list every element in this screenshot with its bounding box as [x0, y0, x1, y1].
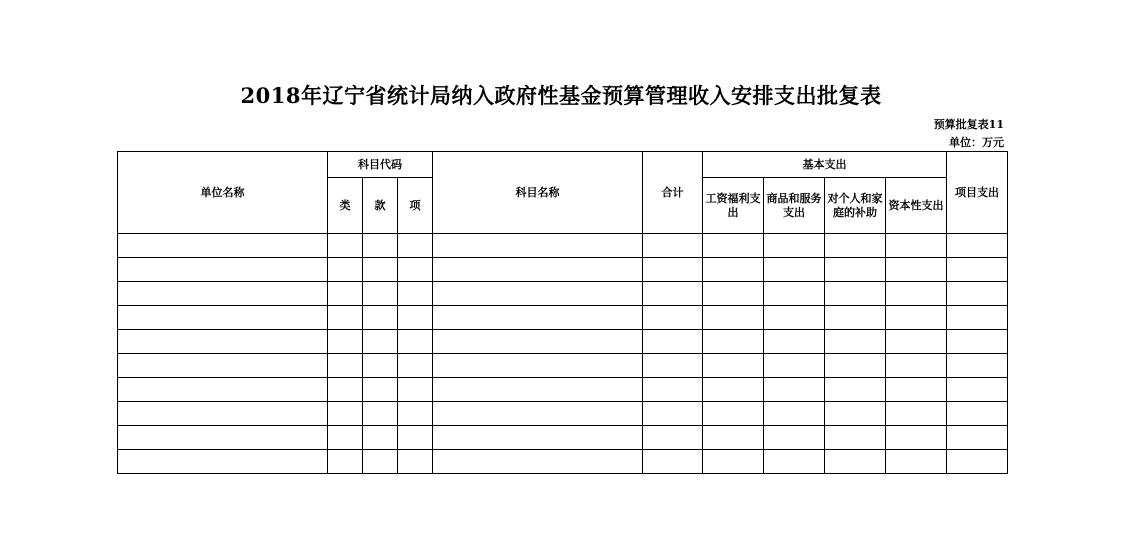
table-cell — [363, 450, 398, 474]
table-cell — [764, 234, 825, 258]
table-cell — [703, 330, 764, 354]
approval-table — [117, 151, 1008, 474]
table-cell — [433, 306, 643, 330]
table-cell — [947, 282, 1008, 306]
table-cell — [118, 450, 328, 474]
header-capital: 资本性支出 — [886, 178, 947, 234]
table-cell — [947, 330, 1008, 354]
table-cell — [433, 426, 643, 450]
table-cell — [703, 450, 764, 474]
table-cell — [825, 378, 886, 402]
table-cell — [764, 426, 825, 450]
table-cell — [363, 306, 398, 330]
table-cell — [703, 378, 764, 402]
table-cell — [643, 306, 703, 330]
table-cell — [703, 354, 764, 378]
table-cell — [328, 402, 363, 426]
table-body — [118, 234, 1008, 474]
table-cell — [703, 402, 764, 426]
table-cell — [703, 282, 764, 306]
table-cell — [764, 306, 825, 330]
table-cell — [398, 234, 433, 258]
table-cell — [118, 354, 328, 378]
table-cell — [764, 402, 825, 426]
table-cell — [886, 282, 947, 306]
table-cell — [118, 234, 328, 258]
table-row — [118, 330, 1008, 354]
table-cell — [947, 402, 1008, 426]
table-cell — [825, 426, 886, 450]
table-cell — [947, 234, 1008, 258]
table-cell — [764, 378, 825, 402]
table-cell — [643, 282, 703, 306]
table-cell — [886, 354, 947, 378]
table-cell — [363, 402, 398, 426]
table-cell — [118, 282, 328, 306]
table-cell — [328, 450, 363, 474]
table-cell — [363, 378, 398, 402]
table-cell — [118, 330, 328, 354]
header-project-expenditure: 项目支出 — [947, 152, 1008, 234]
table-cell — [886, 426, 947, 450]
table-cell — [764, 330, 825, 354]
table-cell — [643, 354, 703, 378]
header-kuan: 款 — [363, 178, 398, 234]
table-cell — [398, 330, 433, 354]
table-cell — [764, 258, 825, 282]
table-cell — [328, 354, 363, 378]
table-cell — [433, 258, 643, 282]
table-cell — [118, 378, 328, 402]
table-cell — [825, 234, 886, 258]
table-cell — [433, 402, 643, 426]
table-cell — [643, 450, 703, 474]
table-cell — [947, 378, 1008, 402]
table-cell — [328, 282, 363, 306]
table-cell — [398, 450, 433, 474]
header-unit-name: 单位名称 — [118, 152, 328, 234]
table-cell — [703, 234, 764, 258]
table-cell — [328, 330, 363, 354]
table-cell — [363, 354, 398, 378]
table-cell — [398, 378, 433, 402]
form-code: 预算批复表11 — [933, 118, 1004, 131]
header-personal-household: 对个人和家庭的补助 — [825, 178, 886, 234]
table-cell — [764, 450, 825, 474]
table-row — [118, 282, 1008, 306]
table-cell — [433, 234, 643, 258]
header-wages-benefits: 工资福利支出 — [703, 178, 764, 234]
table-cell — [886, 258, 947, 282]
document-title: 2018年辽宁省统计局纳入政府性基金预算管理收入安排支出批复表 — [240, 83, 882, 108]
table-cell — [433, 450, 643, 474]
table-cell — [703, 306, 764, 330]
table-cell — [947, 354, 1008, 378]
table-row — [118, 450, 1008, 474]
table-cell — [947, 258, 1008, 282]
header-subject-code: 科目代码 — [328, 152, 433, 178]
table-cell — [118, 306, 328, 330]
table-cell — [118, 426, 328, 450]
table-cell — [433, 354, 643, 378]
table-cell — [764, 354, 825, 378]
table-cell — [886, 306, 947, 330]
header-lei: 类 — [328, 178, 363, 234]
table-row — [118, 402, 1008, 426]
table-cell — [398, 282, 433, 306]
table-cell — [947, 450, 1008, 474]
table-cell — [825, 354, 886, 378]
table-cell — [703, 258, 764, 282]
table-cell — [643, 402, 703, 426]
table-cell — [328, 378, 363, 402]
table-cell — [825, 402, 886, 426]
header-xiang: 项 — [398, 178, 433, 234]
table-cell — [363, 330, 398, 354]
table-cell — [363, 282, 398, 306]
table-cell — [363, 234, 398, 258]
table-cell — [886, 450, 947, 474]
table-cell — [825, 450, 886, 474]
table-row — [118, 306, 1008, 330]
table-row — [118, 258, 1008, 282]
table-cell — [328, 234, 363, 258]
table-cell — [703, 426, 764, 450]
table-cell — [363, 426, 398, 450]
table-cell — [886, 330, 947, 354]
table-cell — [398, 402, 433, 426]
table-cell — [328, 426, 363, 450]
table-cell — [398, 354, 433, 378]
table-cell — [398, 258, 433, 282]
table-row — [118, 354, 1008, 378]
table-cell — [825, 258, 886, 282]
table-cell — [643, 258, 703, 282]
table-cell — [398, 306, 433, 330]
table-cell — [328, 258, 363, 282]
table-cell — [886, 378, 947, 402]
table-cell — [398, 426, 433, 450]
unit-note: 单位：万元 — [949, 136, 1004, 149]
table-cell — [433, 378, 643, 402]
table-cell — [118, 258, 328, 282]
table-cell — [118, 402, 328, 426]
table-cell — [643, 330, 703, 354]
header-subject-name: 科目名称 — [433, 152, 643, 234]
header-goods-services: 商品和服务支出 — [764, 178, 825, 234]
table-cell — [643, 378, 703, 402]
header-total: 合计 — [643, 152, 703, 234]
table-cell — [433, 282, 643, 306]
table-cell — [825, 330, 886, 354]
table-cell — [433, 330, 643, 354]
table-cell — [825, 306, 886, 330]
table-cell — [363, 258, 398, 282]
table-cell — [825, 282, 886, 306]
table-cell — [764, 282, 825, 306]
table-cell — [886, 234, 947, 258]
table-cell — [886, 402, 947, 426]
table-cell — [947, 426, 1008, 450]
table-cell — [947, 306, 1008, 330]
table-cell — [643, 426, 703, 450]
table-row — [118, 234, 1008, 258]
table-row — [118, 378, 1008, 402]
table-cell — [328, 306, 363, 330]
table-cell — [643, 234, 703, 258]
table-row — [118, 426, 1008, 450]
header-basic-expenditure: 基本支出 — [703, 152, 947, 178]
